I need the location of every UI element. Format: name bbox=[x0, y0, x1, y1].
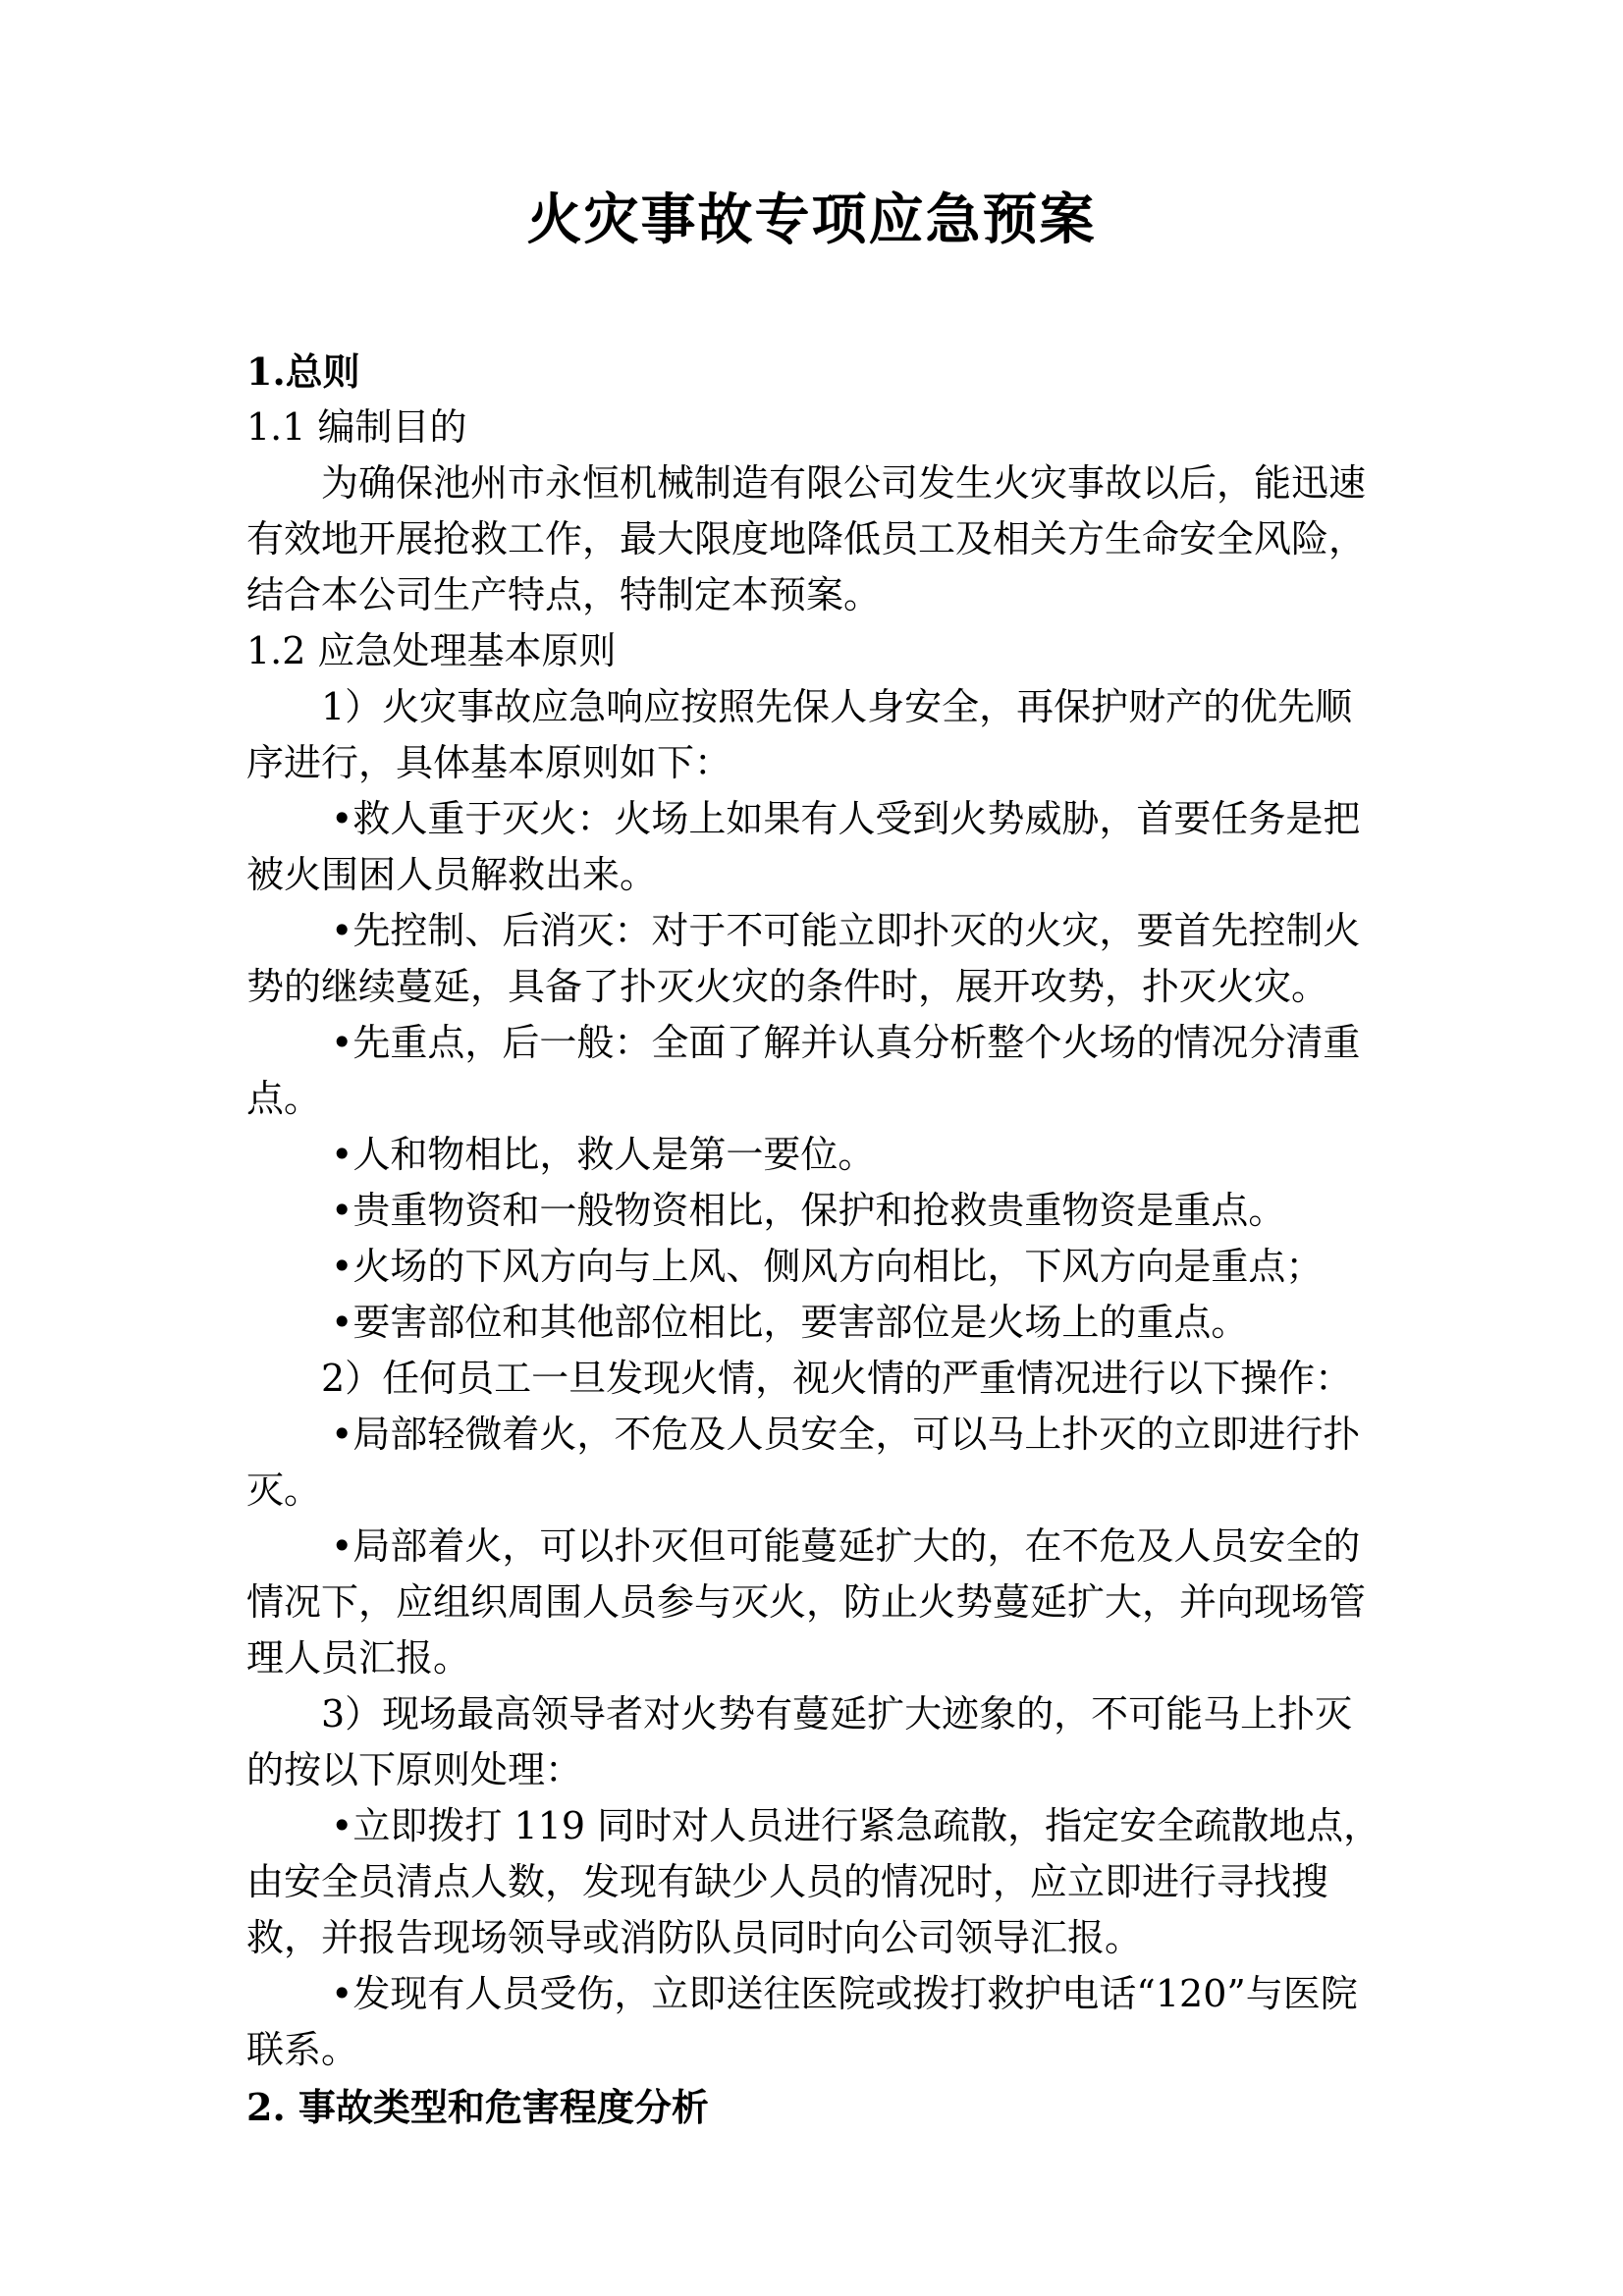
section-heading-general: 1.总则 bbox=[246, 349, 360, 394]
bullet-item: •人和物相比，救人是第一要位。 bbox=[331, 1133, 876, 1176]
bullet-item: •局部着火，可以扑灭但可能蔓延扩大的，在不危及人员安全的情况下，应组织周围人员参与灭火，防止火势蔓延扩大，并向现场管理人员汇报。 bbox=[246, 1524, 1367, 1680]
bullet-item: •救人重于灭火：火场上如果有人受到火势威胁，首要任务是把被火围困人员解救出来。 bbox=[246, 797, 1361, 896]
bullet-item: •火场的下风方向与上风、侧风方向相比，下风方向是重点； bbox=[331, 1245, 1324, 1288]
bullet-item: •立即拨打 119 同时对人员进行紧急疏散，指定安全疏散地点，由安全员清点人数，发现有缺少人员的情况时，应立即进行寻找搜救，并报告现场领导或消防队员同时向公司领导汇报。 bbox=[246, 1804, 1381, 1959]
bullet-item: •先重点，后一般：全面了解并认真分析整个火场的情况分清重点。 bbox=[246, 1021, 1361, 1120]
subsection-heading-purpose: 1.1 编制目的 bbox=[246, 405, 467, 449]
bullet-item: •贵重物资和一般物资相比，保护和抢救贵重物资是重点。 bbox=[331, 1189, 1286, 1232]
bullet-item: •发现有人员受伤，立即送往医院或拨打救护电话“120”与医院联系。 bbox=[246, 1972, 1358, 2071]
principle-item-1: 1）火灾事故应急响应按照先保人身安全，再保护财产的优先顺序进行，具体基本原则如下： bbox=[246, 685, 1353, 784]
section-heading-accident-types: 2. 事故类型和危害程度分析 bbox=[246, 2085, 709, 2129]
principle-item-3: 3）现场最高领导者对火势有蔓延扩大迹象的，不可能马上扑灭的按以下原则处理： bbox=[246, 1692, 1353, 1791]
document-title: 火灾事故专项应急预案 bbox=[526, 187, 1097, 252]
bullet-item: •先控制、后消灭：对于不可能立即扑灭的火灾，要首先控制火势的继续蔓延，具备了扑灭火灾的条件时，展开攻势，扑灭火灾。 bbox=[246, 909, 1361, 1008]
subsection-heading-principles: 1.2 应急处理基本原则 bbox=[246, 629, 617, 672]
bullet-item: •局部轻微着火，不危及人员安全，可以马上扑灭的立即进行扑灭。 bbox=[246, 1413, 1361, 1512]
paragraph-purpose: 为确保池州市永恒机械制造有限公司发生火灾事故以后，能迅速有效地开展抢救工作，最大限度地降低员工及相关方生命安全风险，结合本公司生产特点，特制定本预案。 bbox=[246, 461, 1367, 616]
principle-item-2: 2）任何员工一旦发现火情，视火情的严重情况进行以下操作： bbox=[321, 1357, 1353, 1400]
document-body bbox=[246, 344, 1385, 2135]
bullet-item: •要害部位和其他部位相比，要害部位是火场上的重点。 bbox=[331, 1301, 1249, 1344]
